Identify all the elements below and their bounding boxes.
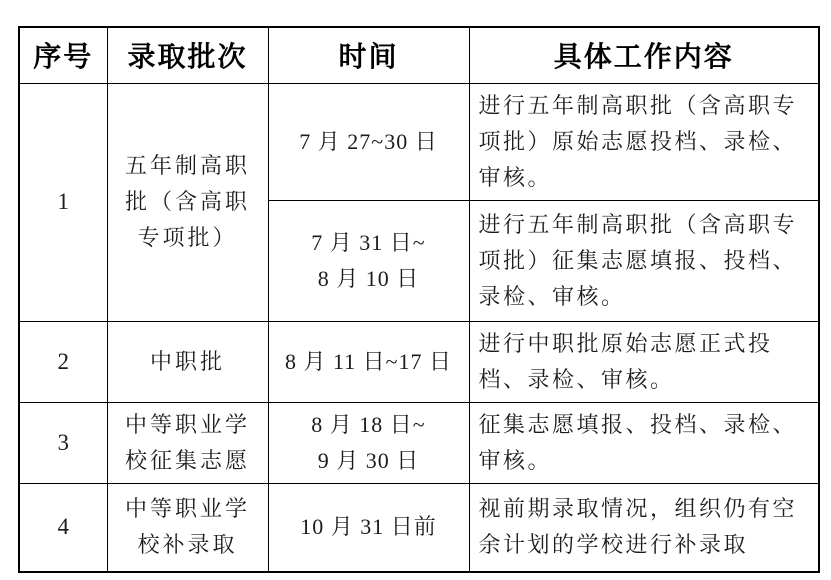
- row3: [19, 402, 819, 483]
- row3-cell-batch: 中等职业学 校征集志愿: [107, 402, 268, 483]
- header-cell-content: 具体工作内容: [469, 27, 819, 83]
- header-row: [19, 27, 819, 83]
- row2-cell-batch: 中职批: [107, 321, 268, 402]
- row1-cell-serial: 1: [19, 83, 107, 321]
- row4-cell-content: 视前期录取情况，组织仍有空 余计划的学校进行补录取: [469, 483, 819, 572]
- row1-cell-batch: 五年制高职 批（含高职 专项批）: [107, 83, 268, 321]
- row2-cell-content: 进行中职批原始志愿正式投 档、录检、审核。: [469, 321, 819, 402]
- header-cell-batch: 录取批次: [107, 27, 268, 83]
- row1-sub1-cell-content: 进行五年制高职批（含高职专 项批）原始志愿投档、录检、 审核。: [469, 83, 819, 200]
- admission-schedule-table: [18, 26, 820, 573]
- header-cell-time: 时间: [268, 27, 469, 83]
- row1-sub1-cell-time: 7 月 27~30 日: [268, 83, 469, 200]
- row4: [19, 483, 819, 572]
- row1-subrow1: [19, 83, 819, 200]
- row2-cell-time: 8 月 11 日~17 日: [268, 321, 469, 402]
- row2: [19, 321, 819, 402]
- row2-cell-serial: 2: [19, 321, 107, 402]
- header-cell-serial: 序号: [19, 27, 107, 83]
- row1-sub2-cell-content: 进行五年制高职批（含高职专 项批）征集志愿填报、投档、 录检、审核。: [469, 200, 819, 321]
- row1-sub2-cell-time: 7 月 31 日~ 8 月 10 日: [268, 200, 469, 321]
- row4-cell-time: 10 月 31 日前: [268, 483, 469, 572]
- row3-cell-time: 8 月 18 日~ 9 月 30 日: [268, 402, 469, 483]
- row3-cell-content: 征集志愿填报、投档、录检、 审核。: [469, 402, 819, 483]
- row4-cell-batch: 中等职业学 校补录取: [107, 483, 268, 572]
- row3-cell-serial: 3: [19, 402, 107, 483]
- row4-cell-serial: 4: [19, 483, 107, 572]
